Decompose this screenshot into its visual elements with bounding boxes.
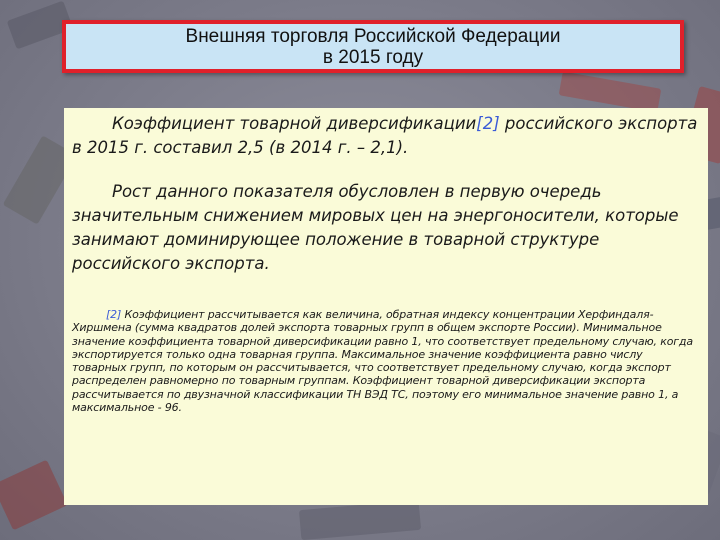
background-book-shape [0,460,68,531]
footnote-text: Коэффициент рассчитывается как величина, обратная индексу концентрации Херфиндаля-Хиршмена (сумма квадратов долей экспорта товарных групп в общем экспорте России). Минимальное значение коэффициента товарной диверсификации равно 1, что соответствует предельному случаю, когда экспортируется только одна товарная группа. Максимальное значение коэффициента равно числу товарных групп, по которым он рассчитывается, что соответствует предельному случаю, когда экспорт распределен равномерно по товарным группам. Коэффициент товарной диверсификации экспорта рассчитывается по двузначной классификации ТН ВЭД ТС, поэтому его минимальное значение равно 1, а максимальное - 96. [72,308,693,415]
background-book-shape [299,500,421,540]
paragraph-growth-reason: Рост данного показателя обусловлен в первую очередь значительным снижением мировых цен на энергоносители, которые занимают доминирующее положение в товарной структуре российского экспорта. [72,182,679,273]
footnote-anchor-link[interactable]: [2] [106,308,122,321]
background-book-shape [559,71,662,112]
paragraph-diversification [72,112,698,160]
title-line-2: в 2015 году [322,46,424,68]
footnote-reference-link[interactable]: [2] [476,114,500,133]
content-panel [64,108,708,505]
paragraph-1-text-start: Коэффициент товарной диверсификации [112,114,477,133]
title-line-1: Внешняя торговля Российской Федерации [185,25,561,47]
footnote [72,308,698,414]
slide-title [62,20,684,73]
paragraph-1-text-end: российского экспорта в 2015 г. составил 2,5 (в 2014 г. – 2,1). [72,114,698,157]
